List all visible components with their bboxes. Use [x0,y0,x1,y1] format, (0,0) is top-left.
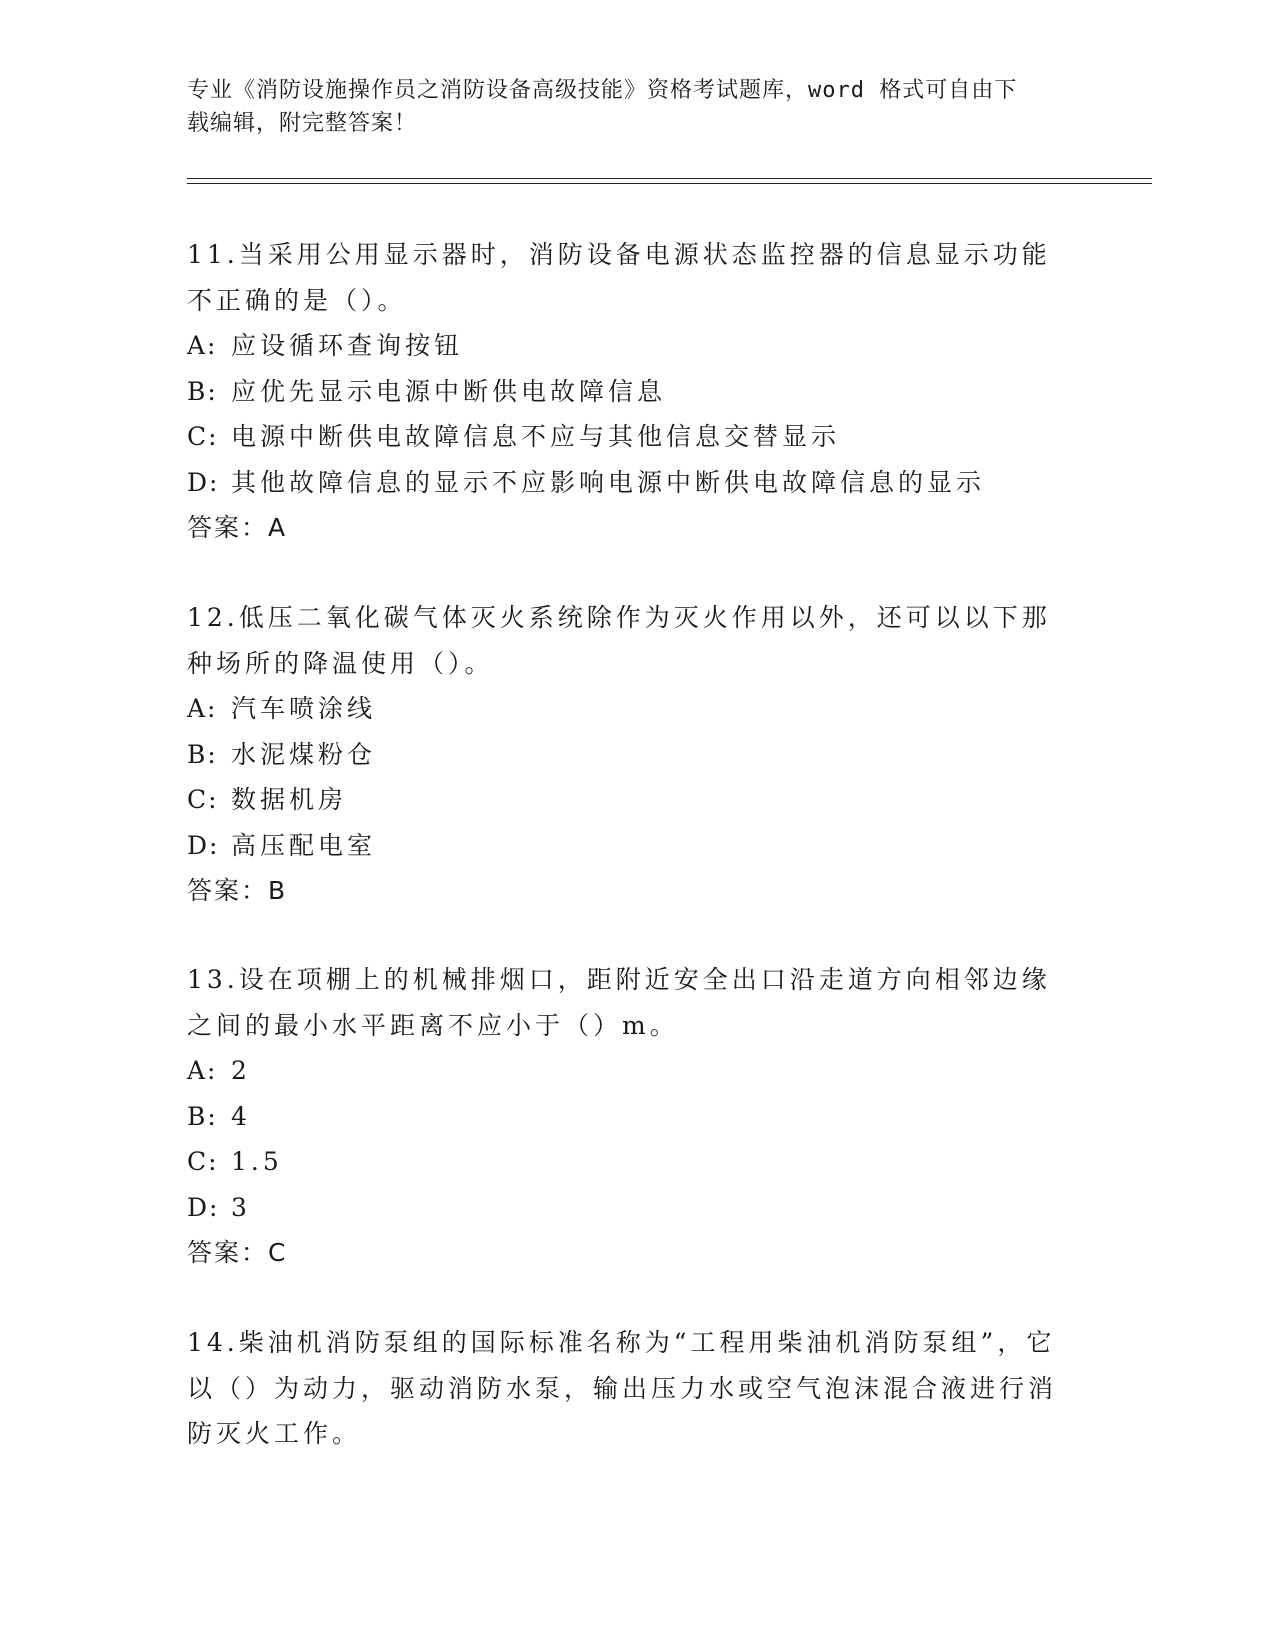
option-text: 数据机房 [231,785,348,814]
option-letter: D: [187,467,220,497]
option-text: 电源中断供电故障信息不应与其他信息交替显示 [231,422,841,451]
option-letter: D: [187,830,220,860]
answer-line: 答案：B [187,876,288,905]
header-divider-bottom [187,183,1152,184]
option-letter: B: [187,1101,218,1131]
option-letter: A: [187,331,218,360]
question-11 [187,232,1077,551]
option-a [187,323,1077,369]
question-stem: 12.低压二氧化碳气体灭火系统除作为灭火作用以外，还可以以下那种场所的降温使用（）。 [187,603,1051,678]
question-13 [187,957,1077,1276]
option-letter: D: [187,1192,220,1222]
option-letter: C: [187,422,219,451]
option-text: 3 [231,1192,251,1222]
option-letter: C: [187,1147,219,1176]
document-header [187,74,1067,140]
option-a [187,1048,1077,1094]
option-letter: A: [187,1056,218,1085]
option-d [187,823,1077,869]
header-line-2: 载编辑，附完整答案！ [187,111,418,136]
option-c [187,1139,1077,1185]
option-letter: C: [187,785,219,814]
answer-line: 答案：A [187,513,288,542]
option-text: 高压配电室 [231,830,377,860]
question-stem: 14.柴油机消防泵组的国际标准名称为“工程用柴油机消防泵组”，它以（）为动力，驱动消防水泵，输出压力水或空气泡沫混合液进行消防灭火工作。 [187,1328,1058,1448]
question-stem: 13.设在项棚上的机械排烟口，距附近安全出口沿走道方向相邻边缘之间的最小水平距离不应小于（）m。 [187,965,1051,1040]
option-text: 汽车喷涂线 [231,694,377,723]
option-b [187,732,1077,778]
option-d [187,460,1077,506]
option-text: 1.5 [231,1147,283,1176]
option-text: 4 [231,1101,251,1131]
answer-line: 答案：C [187,1238,288,1267]
option-c [187,414,1077,460]
question-14 [187,1320,1077,1457]
header-divider-top [187,178,1152,179]
option-letter: B: [187,376,218,406]
question-12 [187,595,1077,914]
option-b [187,369,1077,415]
option-letter: A: [187,694,218,723]
option-text: 2 [231,1056,251,1085]
option-c [187,777,1077,823]
option-text: 其他故障信息的显示不应影响电源中断供电故障信息的显示 [231,467,986,497]
option-text: 应设循环查询按钮 [231,331,464,360]
option-b [187,1094,1077,1140]
header-line-1: 专业《消防设施操作员之消防设备高级技能》资格考试题库，word 格式可自由下 [187,78,1018,103]
option-a [187,686,1077,732]
question-stem: 11.当采用公用显示器时，消防设备电源状态监控器的信息显示功能不正确的是（）。 [187,240,1051,315]
option-d [187,1185,1077,1231]
option-letter: B: [187,739,218,769]
option-text: 应优先显示电源中断供电故障信息 [231,376,667,406]
option-text: 水泥煤粉仓 [231,739,377,769]
